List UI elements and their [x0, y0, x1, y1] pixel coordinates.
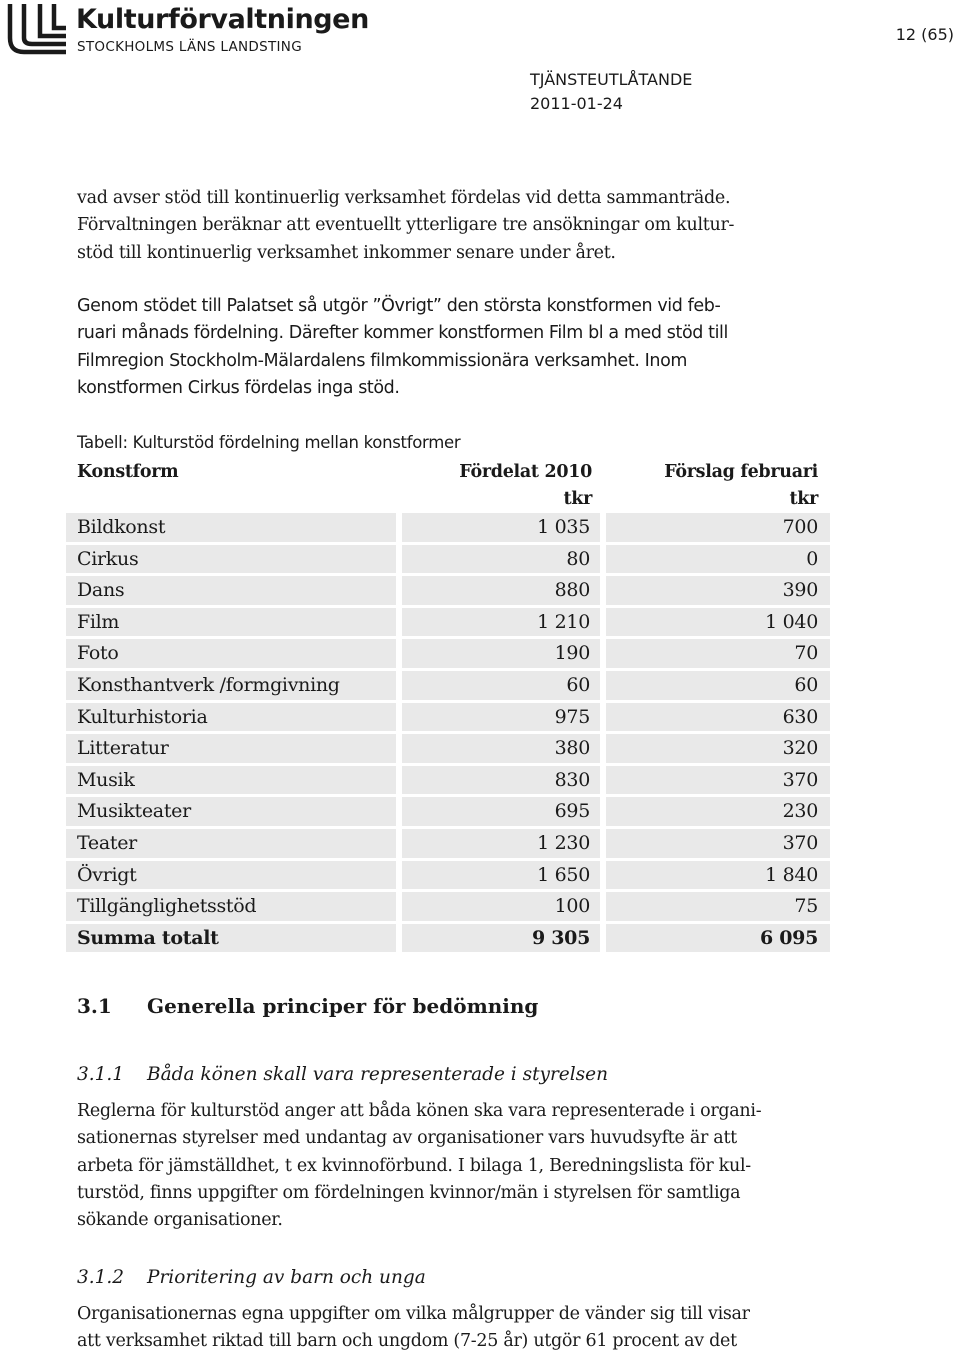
column-header-konstform: Konstform: [77, 462, 179, 482]
organization-logo: [4, 2, 68, 56]
section-number: 3.1.2: [77, 1267, 125, 1288]
cell-forslag: 320: [606, 734, 830, 763]
cell-fordelat: 80: [402, 545, 600, 574]
column-header-fordelat-2010: [459, 459, 592, 513]
table-row: [66, 861, 830, 893]
cell-fordelat: 100: [402, 892, 600, 921]
cell-name: Musik: [66, 766, 396, 795]
text-line: Genom stödet till Palatset så utgör ”Övrigt” den största konstformen vid feb-: [77, 296, 721, 316]
table-row: [66, 608, 830, 640]
cell-fordelat: 380: [402, 734, 600, 763]
text-line: Filmregion Stockholm-Mälardalens filmkommissionära verksamhet. Inom: [77, 350, 688, 371]
cell-forslag: 700: [606, 513, 830, 542]
text-line: sationernas styrelser med undantag av organisationer vars huvudsyfte är att: [77, 1128, 737, 1149]
table-header: [66, 457, 830, 513]
cell-name: Kulturhistoria: [66, 703, 396, 732]
table-body: [66, 513, 830, 924]
cell-name: Summa totalt: [66, 924, 396, 953]
cell-fordelat: 9 305: [402, 924, 600, 953]
header-unit: tkr: [563, 489, 592, 509]
cell-name: Bildkonst: [66, 513, 396, 542]
cell-forslag: 370: [606, 766, 830, 795]
text-line: ruari månads fördelning. Därefter kommer konstformen Film bl a med stöd till: [77, 323, 728, 344]
text-line: att verksamhet riktad till barn och ungdom (7-25 år) utgör 61 procent av det: [77, 1331, 737, 1352]
text-line: Organisationernas egna uppgifter om vilka målgrupper de vänder sig till visar: [77, 1304, 750, 1324]
cell-forslag: 0: [606, 545, 830, 574]
cell-name: Teater: [66, 829, 396, 858]
cell-fordelat: 190: [402, 639, 600, 668]
cell-name: Konsthantverk /formgivning: [66, 671, 396, 700]
text-line: Förvaltningen beräknar att eventuellt ytterligare tre ansökningar om kultur-: [77, 215, 735, 236]
cell-forslag: 1 840: [606, 861, 830, 890]
section-heading-3-1-1: [77, 1064, 608, 1085]
paragraph-target-groups: [77, 1301, 847, 1356]
document-type: TJÄNSTEUTLÅTANDE: [530, 70, 693, 89]
header-unit: tkr: [789, 489, 818, 509]
table-row-total: [66, 924, 830, 956]
cell-forslag: 1 040: [606, 608, 830, 637]
column-header-forslag-februari: [664, 459, 818, 513]
header-line: Fördelat 2010: [459, 462, 592, 482]
cell-forslag: 230: [606, 797, 830, 826]
table-row: [66, 576, 830, 608]
table-caption: Tabell: Kulturstöd fördelning mellan konstformer: [77, 433, 461, 452]
text-line: Reglerna för kulturstöd anger att båda könen ska vara representerade i organi-: [77, 1101, 762, 1121]
organization-subtitle: STOCKHOLMS LÄNS LANDSTING: [77, 39, 302, 55]
table-row: [66, 797, 830, 829]
section-title: Prioritering av barn och unga: [147, 1267, 426, 1288]
cell-fordelat: 1 035: [402, 513, 600, 542]
table-row: [66, 734, 830, 766]
cell-name: Dans: [66, 576, 396, 605]
cell-name: Musikteater: [66, 797, 396, 826]
table-row: [66, 671, 830, 703]
section-title: Båda könen skall vara representerade i styrelsen: [147, 1064, 609, 1085]
section-number: 3.1: [77, 994, 112, 1018]
paragraph-continuation: [77, 185, 847, 267]
paragraph-board-representation: [77, 1098, 847, 1234]
table-row: [66, 513, 830, 545]
section-heading-3-1-2: [77, 1267, 426, 1288]
cell-fordelat: 880: [402, 576, 600, 605]
culture-support-table: [66, 457, 830, 955]
table-row: [66, 829, 830, 861]
table-row: [66, 545, 830, 577]
header-line: Förslag februari: [664, 462, 818, 482]
cell-fordelat: 60: [402, 671, 600, 700]
cell-fordelat: 1 210: [402, 608, 600, 637]
text-line: turstöd, finns uppgifter om fördelningen kvinnor/män i styrelsen för samtliga: [77, 1182, 741, 1203]
text-line: vad avser stöd till kontinuerlig verksamhet fördelas vid detta sammanträde.: [77, 188, 731, 208]
cell-fordelat: 695: [402, 797, 600, 826]
table-row: [66, 639, 830, 671]
cell-forslag: 6 095: [606, 924, 830, 953]
section-heading-3-1: [77, 994, 538, 1018]
cell-fordelat: 1 650: [402, 861, 600, 890]
document-date: 2011-01-24: [530, 94, 623, 113]
cell-fordelat: 975: [402, 703, 600, 732]
cell-name: Tillgänglighetsstöd: [66, 892, 396, 921]
cell-fordelat: 1 230: [402, 829, 600, 858]
cell-name: Övrigt: [66, 861, 396, 890]
table-row: [66, 892, 830, 924]
cell-name: Film: [66, 608, 396, 637]
text-line: konstformen Cirkus fördelas inga stöd.: [77, 377, 400, 398]
cell-name: Foto: [66, 639, 396, 668]
text-line: arbeta för jämställdhet, t ex kvinnoförbund. I bilaga 1, Beredningslista för kul-: [77, 1155, 751, 1176]
cell-forslag: 60: [606, 671, 830, 700]
cell-forslag: 75: [606, 892, 830, 921]
cell-name: Litteratur: [66, 734, 396, 763]
cell-name: Cirkus: [66, 545, 396, 574]
cell-forslag: 390: [606, 576, 830, 605]
table-row: [66, 766, 830, 798]
page-number: 12 (65): [895, 25, 954, 44]
paragraph-palatset: [77, 293, 847, 402]
text-line: stöd till kontinuerlig verksamhet inkommer senare under året.: [77, 242, 616, 263]
text-line: sökande organisationer.: [77, 1210, 283, 1231]
section-number: 3.1.1: [77, 1064, 125, 1085]
cell-forslag: 70: [606, 639, 830, 668]
cell-forslag: 630: [606, 703, 830, 732]
cell-forslag: 370: [606, 829, 830, 858]
table-row: [66, 703, 830, 735]
cell-fordelat: 830: [402, 766, 600, 795]
section-title: Generella principer för bedömning: [147, 994, 539, 1018]
organization-name: Kulturförvaltningen: [76, 4, 369, 35]
